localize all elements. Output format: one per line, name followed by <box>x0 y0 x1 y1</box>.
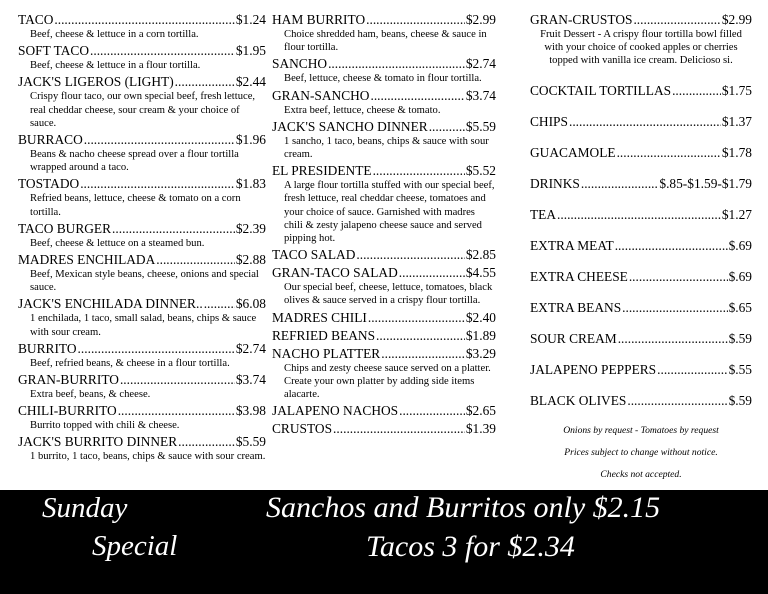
banner-offer-sanchos: Sanchos and Burritos only $2.15 <box>266 491 661 524</box>
menu-item <box>272 328 496 344</box>
dot-leader <box>581 176 659 192</box>
menu-item-row <box>272 163 496 179</box>
menu-item-name: BURRACO <box>18 132 83 148</box>
menu-item <box>272 403 496 419</box>
menu-item-row <box>530 12 752 28</box>
dot-leader <box>370 88 464 104</box>
menu-item <box>18 221 266 250</box>
menu-item-row <box>530 145 752 161</box>
menu-item-row <box>272 56 496 72</box>
menu-item-name: REFRIED BEANS <box>272 327 376 343</box>
menu-column-1 <box>18 12 266 466</box>
menu-column-3-items <box>530 12 752 409</box>
menu-item <box>530 114 752 130</box>
dot-leader <box>368 310 465 326</box>
menu-item-description: Crispy flour taco, our own special beef, fresh lettuce, real cheddar cheese, sour cream & your choice of sauce. <box>30 91 256 129</box>
menu-item-price: $2.65 <box>465 403 496 419</box>
dot-leader <box>657 362 727 378</box>
menu-item-row <box>272 310 496 326</box>
menu-item-name: TEA <box>530 206 557 222</box>
menu-item-price: $.59 <box>728 330 752 346</box>
dot-leader <box>356 247 464 263</box>
menu-item-price: $1.37 <box>721 113 752 129</box>
menu-item <box>18 12 266 41</box>
menu-item <box>272 310 496 326</box>
menu-item-price: $1.27 <box>721 206 752 222</box>
menu-item-row <box>18 296 266 312</box>
menu-item-name: HAM BURRITO <box>272 12 366 27</box>
menu-item-name: EL PRESIDENTE <box>272 163 372 179</box>
menu-item-price: $.69 <box>728 237 752 253</box>
menu-item-row <box>272 328 496 344</box>
menu-item <box>530 176 752 192</box>
menu-item <box>530 362 752 378</box>
dot-leader <box>629 269 728 285</box>
menu-item-price: $2.85 <box>465 247 496 263</box>
menu-item-description: Fruit Dessert - A crispy flour tortilla bowl filled with your choice of cooked apples or cherries topped with vanilla ice cream. Delicioso si. <box>540 29 742 67</box>
menu-item-name: GRAN-SANCHO <box>272 87 370 103</box>
dot-leader <box>557 207 721 223</box>
menu-item-row <box>18 74 266 90</box>
menu-item <box>530 12 752 68</box>
menu-item-name: JACK'S ENCHILADA DINNER.. <box>18 296 203 312</box>
dot-leader <box>80 176 235 192</box>
menu-item-price: $5.59 <box>235 434 266 450</box>
menu-item-description: 1 enchilada, 1 taco, small salad, beans, chips & sauce with sour cream. <box>30 313 257 338</box>
banner-offer-tacos: Tacos 3 for $2.34 <box>366 530 575 563</box>
dot-leader <box>90 43 235 59</box>
menu-item-row <box>272 88 496 104</box>
menu-item-row <box>272 12 496 28</box>
sunday-special-banner <box>0 490 768 594</box>
menu-item-description: Extra beef, lettuce, cheese & tomato. <box>284 104 441 116</box>
menu-item-name: GRAN-BURRITO <box>18 372 119 388</box>
dot-leader <box>366 12 465 28</box>
dot-leader <box>54 12 234 28</box>
menu-item-price: $1.96 <box>235 132 266 148</box>
menu-item-description: Beef, cheese & lettuce on a steamed bun. <box>30 237 205 249</box>
dot-leader <box>399 265 465 281</box>
menu-item-row <box>530 83 752 99</box>
menu-item-row <box>18 434 266 450</box>
menu-item-description: Our special beef, cheese, lettuce, tomatoes, black olives & sauce served in a crispy flour tortilla. <box>284 282 493 307</box>
menu-item-name: CHILI-BURRITO <box>18 403 117 419</box>
menu-item-row <box>272 346 496 362</box>
menu-item <box>18 403 266 432</box>
dot-leader <box>627 393 727 409</box>
banner-label-special: Special <box>92 530 178 562</box>
menu-item-name: JACK'S BURRITO DINNER <box>18 434 178 450</box>
menu-item-description: Beef, Mexican style beans, cheese, onions and special sauce. <box>30 269 259 294</box>
menu-column-2 <box>272 12 496 439</box>
menu-item <box>18 434 266 463</box>
menu-item-description: Beef, cheese & lettuce in a flour tortilla. <box>30 60 201 72</box>
menu-item-price: $2.74 <box>465 56 496 72</box>
dot-leader <box>633 12 720 28</box>
dot-leader <box>618 331 728 347</box>
menu-item-name: JACK'S SANCHO DINNER <box>272 118 428 134</box>
menu-item-row <box>18 341 266 357</box>
menu-item-description: A large flour tortilla stuffed with our special beef, fresh lettuce, real cheddar cheese, tomatoes and your choice of sauce. Garnished with madres chili & zesty jalapeno cheese sauce and served pipping hot. <box>284 180 495 245</box>
menu-item <box>18 296 266 338</box>
menu-item-price: $.69 <box>728 268 752 284</box>
menu-item <box>272 163 496 245</box>
menu-column-3 <box>530 12 752 491</box>
menu-item-description: Choice shredded ham, beans, cheese & sauce in flour tortilla. <box>284 29 487 54</box>
menu-item-name: DRINKS <box>530 175 580 191</box>
menu-item-name: GRAN-CRUSTOS <box>530 12 633 27</box>
menu-item-row <box>272 421 496 437</box>
menu-item-price: $1.83 <box>235 176 266 192</box>
menu-item-name: EXTRA BEANS <box>530 299 622 315</box>
menu-item-row <box>18 403 266 419</box>
menu-item-price: $4.55 <box>465 265 496 281</box>
dot-leader <box>373 163 465 179</box>
menu-item <box>530 300 752 316</box>
menu-item-price: $1.39 <box>465 421 496 437</box>
menu-item-name: EXTRA CHEESE <box>530 268 628 284</box>
menu-item-row <box>18 132 266 148</box>
note-checks: Checks not accepted. <box>600 468 682 480</box>
menu-item-name: CHIPS <box>530 113 568 129</box>
menu-item-description: Beef, cheese & lettuce in a corn tortilla. <box>30 29 199 40</box>
menu-item-price: $5.59 <box>465 118 496 134</box>
dot-leader <box>156 252 235 268</box>
dot-leader <box>178 434 235 450</box>
menu-item-price: $.59 <box>728 392 752 408</box>
menu-item <box>18 252 266 294</box>
menu-item-price: $1.89 <box>465 327 496 343</box>
menu-item-price: $2.99 <box>721 12 752 27</box>
menu-item-name: BURRITO <box>18 340 77 356</box>
menu-item <box>530 331 752 347</box>
menu-item-price: $.55 <box>728 361 752 377</box>
menu-item-row <box>272 247 496 263</box>
dot-leader <box>399 403 465 419</box>
menu-item-price: $3.74 <box>465 87 496 103</box>
menu-item-name: TACO BURGER <box>18 220 112 236</box>
menu-item <box>272 421 496 437</box>
dot-leader <box>569 114 721 130</box>
menu-item-name: NACHO PLATTER <box>272 345 381 361</box>
dot-leader <box>78 341 235 357</box>
dot-leader <box>429 119 465 135</box>
menu-item <box>18 132 266 174</box>
menu-item-row <box>18 252 266 268</box>
menu-item-name: BLACK OLIVES <box>530 392 627 408</box>
menu-item-name: SOFT TACO <box>18 43 89 59</box>
menu-item <box>272 247 496 263</box>
menu-item-price: $1.95 <box>235 43 266 59</box>
menu-item-row <box>530 393 752 409</box>
note-onions-tomatoes: Onions by request - Tomatoes by request <box>563 424 719 436</box>
menu-item-price: $.65 <box>728 299 752 315</box>
menu-item-description: 1 burrito, 1 taco, beans, chips & sauce with sour cream. <box>30 451 266 463</box>
menu-item-price: $3.29 <box>465 345 496 361</box>
menu-item-name: GRAN-TACO SALAD <box>272 265 398 281</box>
menu-notes <box>530 425 752 481</box>
menu-item-row <box>530 114 752 130</box>
dot-leader <box>120 372 235 388</box>
menu-item-description: Beef, refried beans, & cheese in a flour tortilla. <box>30 357 230 369</box>
menu-item-row <box>530 207 752 223</box>
menu-item-description: Burrito topped with chili & cheese. <box>30 420 180 432</box>
menu-item-row <box>18 221 266 237</box>
menu-item-price: $2.44 <box>235 74 266 90</box>
menu-item <box>530 393 752 409</box>
menu-item-row <box>272 265 496 281</box>
menu-item-row <box>18 43 266 59</box>
dot-leader <box>615 238 728 254</box>
menu-item-price: $2.88 <box>235 252 266 268</box>
menu-item-name: TOSTADO <box>18 176 80 192</box>
banner-label-sunday: Sunday <box>42 492 128 524</box>
dot-leader <box>333 421 465 437</box>
menu-item-price: $6.08 <box>235 296 266 312</box>
menu-item-row <box>530 362 752 378</box>
menu-item <box>18 43 266 72</box>
menu-item <box>272 56 496 85</box>
menu-item-price: $2.99 <box>465 12 496 27</box>
menu-item <box>530 269 752 285</box>
menu-item-name: SOUR CREAM <box>530 330 617 346</box>
menu-item-description: 1 sancho, 1 taco, beans, chips & sauce with sour cream. <box>284 135 489 161</box>
menu-item-name: TACO <box>18 12 54 27</box>
menu-item-price: $.85-$1.59-$1.79 <box>659 175 752 191</box>
menu-item-price: $2.39 <box>235 220 266 236</box>
dot-leader <box>617 145 721 161</box>
menu-item-description: Refried beans, lettuce, cheese & tomato on a corn tortilla. <box>30 193 241 218</box>
menu-item-name: MADRES CHILI <box>272 309 367 325</box>
menu-item-name: JALAPENO PEPPERS <box>530 361 657 377</box>
menu-item <box>272 119 496 161</box>
menu-item-price: $2.40 <box>465 309 496 325</box>
dot-leader <box>328 56 465 72</box>
menu-item-description: Beef, lettuce, cheese & tomato in flour tortilla. <box>284 73 482 85</box>
menu-item-row <box>272 403 496 419</box>
dot-leader <box>112 221 235 237</box>
menu-item-row <box>18 176 266 192</box>
menu-item-name: EXTRA MEAT <box>530 237 614 253</box>
dot-leader <box>118 403 235 419</box>
menu-item-row <box>530 331 752 347</box>
menu-item <box>272 265 496 307</box>
menu-item <box>530 83 752 99</box>
menu-item-row <box>272 119 496 135</box>
menu-item-name: JACK'S LIGEROS (LIGHT) <box>18 74 174 90</box>
menu-item <box>272 346 496 402</box>
menu-item-row <box>18 372 266 388</box>
menu-item-price: $3.98 <box>235 403 266 419</box>
dot-leader <box>622 300 727 316</box>
note-prices: Prices subject to change without notice. <box>564 446 718 458</box>
dot-leader <box>376 328 465 344</box>
menu-item-name: CRUSTOS <box>272 421 333 437</box>
dot-leader <box>175 74 235 90</box>
menu-item-name: COCKTAIL TORTILLAS <box>530 82 672 98</box>
menu-item-description: Extra beef, beans, & cheese. <box>30 389 151 401</box>
menu-item-row <box>530 269 752 285</box>
menu-item-description: Beans & nacho cheese spread over a flour tortilla wrapped around a taco. <box>30 149 239 174</box>
dot-leader <box>381 346 465 362</box>
menu-item <box>18 74 266 130</box>
menu-item-name: MADRES ENCHILADA <box>18 252 156 268</box>
menu-item-row <box>18 12 266 28</box>
menu-item-name: SANCHO <box>272 56 328 72</box>
dot-leader <box>84 132 235 148</box>
dot-leader <box>672 83 721 99</box>
menu-item-price: $3.74 <box>235 372 266 388</box>
menu-item-name: JALAPENO NACHOS <box>272 403 399 419</box>
menu-item-row <box>530 176 752 192</box>
menu-item-price: $2.74 <box>235 340 266 356</box>
menu-item-price: $1.75 <box>721 82 752 98</box>
menu-item <box>18 341 266 370</box>
menu-item <box>530 145 752 161</box>
menu-item <box>272 12 496 54</box>
menu-item-name: TACO SALAD <box>272 247 356 263</box>
menu-item <box>18 176 266 218</box>
menu-item-price: $1.24 <box>235 12 266 27</box>
menu-item-description: Chips and zesty cheese sauce served on a platter. Create your own platter by adding side items alacarte. <box>284 362 491 401</box>
menu-item <box>530 207 752 223</box>
dot-leader <box>204 296 235 312</box>
menu-item-price: $5.52 <box>465 163 496 179</box>
menu-item <box>272 88 496 117</box>
menu-item <box>530 238 752 254</box>
menu-item <box>18 372 266 401</box>
menu-item-row <box>530 300 752 316</box>
menu-item-row <box>530 238 752 254</box>
menu-item-price: $1.78 <box>721 144 752 160</box>
menu-item-name: GUACAMOLE <box>530 144 616 160</box>
